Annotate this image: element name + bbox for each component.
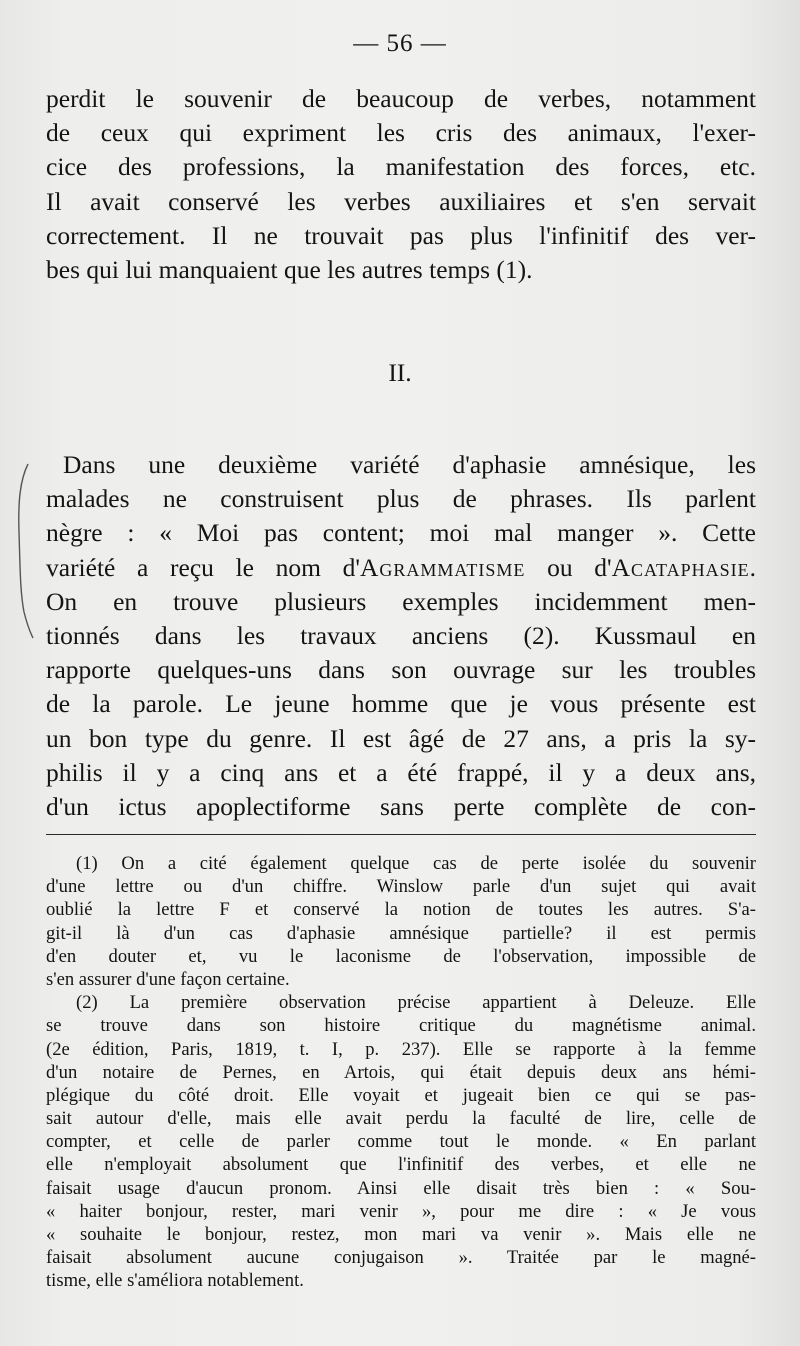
- text-line: On en trouve plusieurs exemples incidemment men-: [46, 586, 756, 616]
- term-agrammatisme: Agrammatisme: [359, 552, 526, 582]
- footnote-line: git-il là d'un cas d'aphasie amnésique partielle? il est permis: [46, 922, 756, 944]
- text-line: cice des professions, la manifestation des forces, etc.: [46, 152, 756, 182]
- text-line: nègre : « Moi pas content; moi mal manger ». Cette: [46, 518, 756, 548]
- footnote-line: se trouve dans son histoire critique du magnétisme animal.: [46, 1015, 756, 1037]
- paragraph-agrammatism: [46, 448, 756, 824]
- footnote-line: oublié la lettre F et conservé la notion de toutes les autres. S'a-: [46, 899, 756, 921]
- footnote-line: « souhaite le bonjour, restez, mon mari va venir ». Mais elle ne: [46, 1224, 756, 1245]
- footnote-line: (1) On a cité également quelque cas de perte isolée du souvenir: [76, 853, 756, 874]
- text-line: Dans une deuxième variété d'aphasie amnésique, les: [63, 450, 756, 479]
- footnote-line: « haiter bonjour, rester, mari venir », pour me dire : « Je vous: [46, 1200, 756, 1222]
- footnote-line: d'une lettre ou d'un chiffre. Winslow parle d'un sujet qui avait: [46, 876, 756, 898]
- text-line-with-terms: [46, 551, 756, 585]
- pencil-margin-bracket: [14, 462, 36, 640]
- text-line: Il avait conservé les verbes auxiliaires et s'en servait: [46, 186, 756, 216]
- footnote-line: (2e édition, Paris, 1819, t. I, p. 237). Elle se rapporte à la femme: [46, 1038, 756, 1060]
- footnotes: [46, 852, 756, 1293]
- footnote-line: elle n'employait absolument que l'infinitif des verbes, et elle ne: [46, 1154, 756, 1176]
- section-heading: II.: [388, 358, 412, 387]
- footnote-line: d'en douter et, vu le laconisme de l'observation, impossible de: [46, 945, 756, 967]
- footnote-line: tisme, elle s'améliora notablement.: [46, 1270, 304, 1292]
- text-line: malades ne construisent plus de phrases. Ils parlent: [46, 484, 756, 514]
- text-segment: .: [749, 552, 756, 582]
- term-acataphasie: Acataphasie: [611, 552, 750, 582]
- footnote-divider: [46, 834, 756, 835]
- footnote-line: s'en assurer d'une façon certaine.: [46, 968, 290, 990]
- footnote-line: faisait absolument aucune conjugaison ». Traitée par le magné-: [46, 1247, 756, 1269]
- footnote-line: faisait usage d'aucun pronom. Ainsi elle disait très bien : « Sou-: [46, 1177, 756, 1199]
- text-line: bes qui lui manquaient que les autres temps (1).: [46, 254, 533, 284]
- footnote-line: plégique du côté droit. Elle voyait et jugeait bien ce qui se pas-: [46, 1084, 756, 1106]
- page-number: — 56 —: [353, 30, 447, 57]
- text-line: perdit le souvenir de beaucoup de verbes, notamment: [46, 84, 756, 113]
- paragraph-continued: [46, 82, 756, 287]
- text-segment: ou d': [525, 552, 612, 582]
- text-line: de ceux qui expriment les cris des animaux, l'exer-: [46, 118, 756, 148]
- footnote-line: sait autour d'elle, mais elle avait perdu la faculté de lire, celle de: [46, 1108, 756, 1130]
- text-line: rapporte quelques-uns dans son ouvrage sur les troubles: [46, 655, 756, 685]
- text-line: tionnés dans les travaux anciens (2). Kussmaul en: [46, 620, 756, 650]
- footnote-line: d'un notaire de Pernes, en Artois, qui était depuis deux ans hémi-: [46, 1061, 756, 1083]
- footnote-line: (2) La première observation précise appartient à Deleuze. Elle: [76, 992, 756, 1014]
- footnote-1: [46, 852, 756, 991]
- text-line: de la parole. Le jeune homme que je vous présente est: [46, 689, 756, 719]
- text-line: correctement. Il ne trouvait pas plus l'infinitif des ver-: [46, 220, 756, 250]
- text-segment: variété a reçu le nom d': [46, 552, 360, 582]
- footnote-line: compter, et celle de parler comme tout le monde. « En parlant: [46, 1131, 756, 1153]
- text-line: un bon type du genre. Il est âgé de 27 ans, a pris la sy-: [46, 723, 756, 753]
- text-line: d'un ictus apoplectiforme sans perte complète de con-: [46, 791, 756, 821]
- footnote-2: [46, 991, 756, 1292]
- text-line: philis il y a cinq ans et a été frappé, il y a deux ans,: [46, 757, 756, 787]
